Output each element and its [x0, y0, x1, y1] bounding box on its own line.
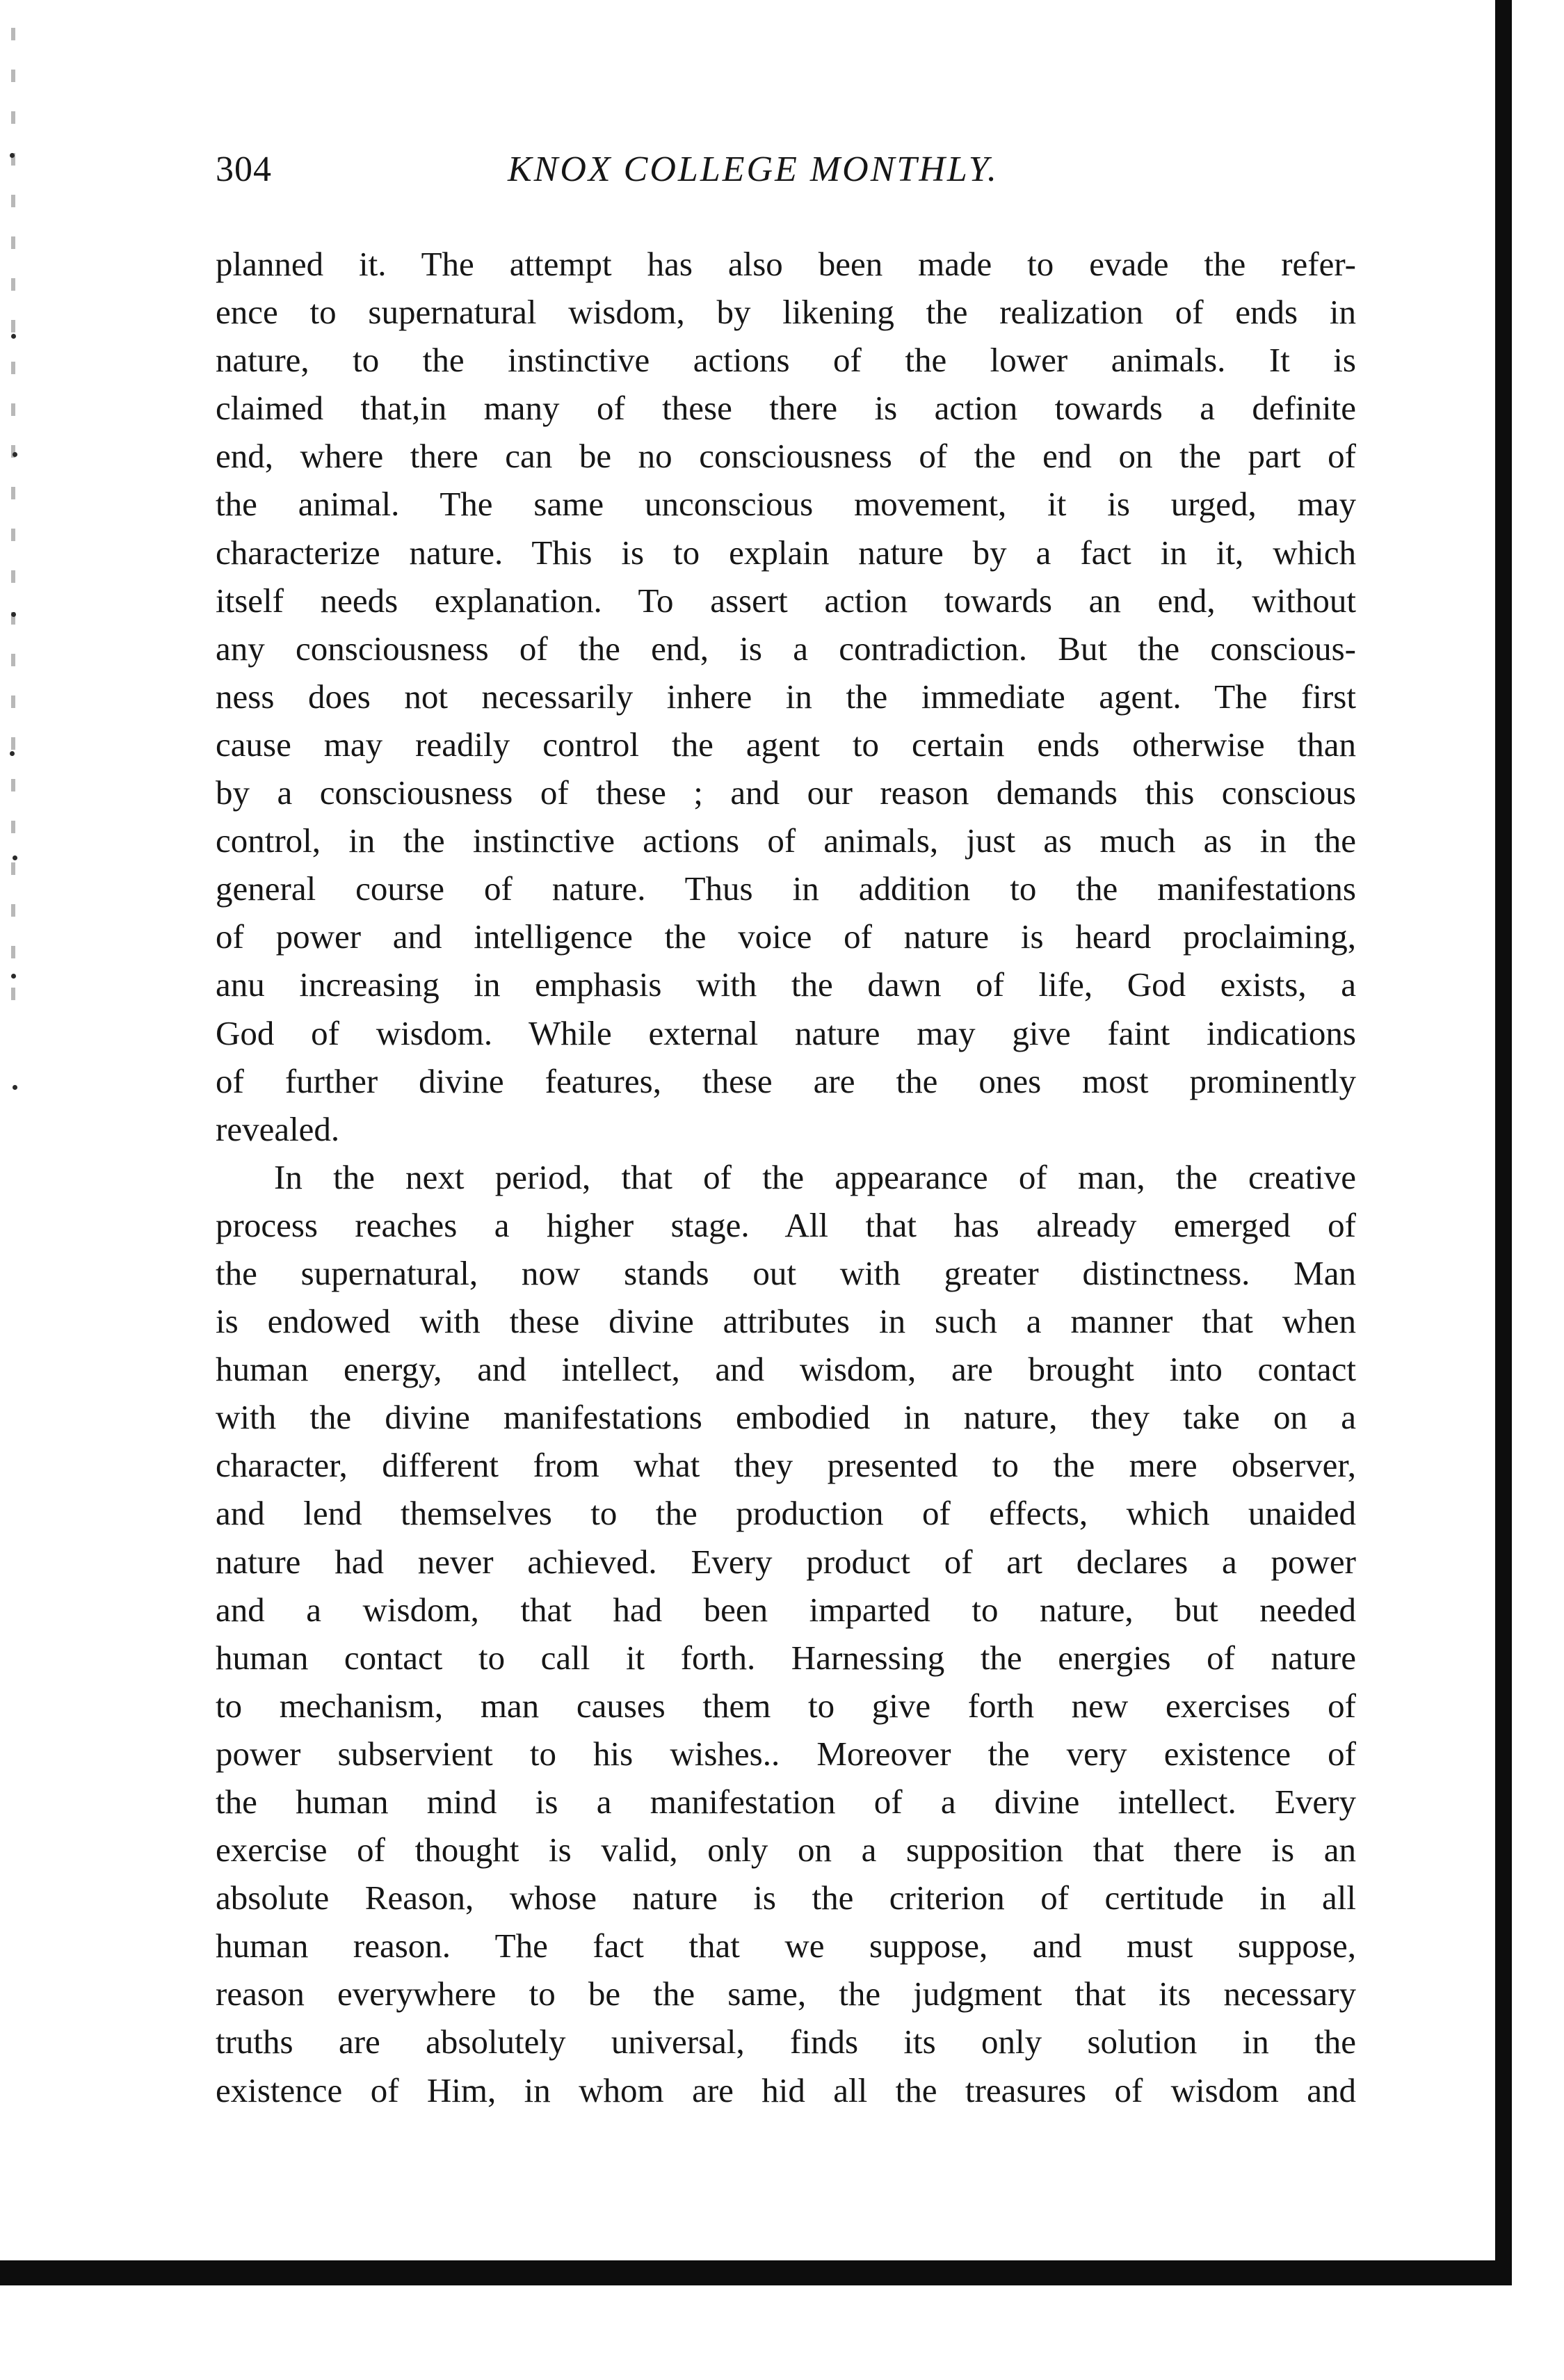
text-line: is endowed with these divine attributes in such a manner that when	[216, 1302, 1356, 1341]
text-line: general course of nature. Thus in addition to the manifestations	[216, 869, 1356, 908]
text-line: control, in the instinctive actions of animals, just as much as in the	[216, 821, 1356, 860]
text-line: end, where there can be no consciousness of the end on the part of	[216, 437, 1356, 476]
text-line: God of wisdom. While external nature may give faint indications	[216, 1013, 1356, 1052]
text-line: the supernatural, now stands out with greater distinctness. Man	[216, 1253, 1356, 1292]
text-line: human contact to call it forth. Harnessing the energies of nature	[216, 1638, 1356, 1677]
text-line: nature, to the instinctive actions of the lower animals. It is	[216, 341, 1356, 380]
scan-speck	[13, 1085, 17, 1090]
text-line: to mechanism, man causes them to give forth new exercises of	[216, 1686, 1356, 1725]
text-line: ence to supernatural wisdom, by likening the realization of ends in	[216, 293, 1356, 332]
text-line: the animal. The same unconscious movement, it is urged, may	[216, 485, 1356, 524]
text-line: the human mind is a manifestation of a divine intellect. Every	[216, 1783, 1356, 1821]
text-line: itself needs explanation. To assert action towards an end, without	[216, 581, 1356, 620]
text-line: of power and intelligence the voice of nature is heard proclaiming,	[216, 917, 1356, 956]
scan-speck	[10, 153, 15, 158]
text-line: and a wisdom, that had been imparted to nature, but needed	[216, 1590, 1356, 1629]
text-line: In the next period, that of the appearance of man, the creative	[274, 1157, 1356, 1196]
text-line: character, different from what they presented to the mere observer,	[216, 1446, 1356, 1485]
text-line: absolute Reason, whose nature is the criterion of certitude in all	[216, 1879, 1356, 1917]
text-line: human reason. The fact that we suppose, and must suppose,	[216, 1927, 1356, 1965]
page-number: 304	[216, 150, 272, 189]
scan-speck	[11, 974, 16, 979]
page-edge-bottom	[0, 2260, 1512, 2285]
text-line: power subservient to his wishes.. Moreover the very existence of	[216, 1734, 1356, 1773]
text-line: reason everywhere to be the same, the judgment that its necessary	[216, 1975, 1356, 2013]
text-line: claimed that,in many of these there is action towards a definite	[216, 389, 1356, 428]
text-line: ness does not necessarily inhere in the immediate agent. The first	[216, 677, 1356, 716]
running-header	[216, 149, 1335, 204]
text-line: anu increasing in emphasis with the dawn of life, God exists, a	[216, 965, 1356, 1004]
scan-specks	[7, 0, 21, 1252]
scan-speck	[13, 452, 17, 457]
text-line: characterize nature. This is to explain nature by a fact in it, which	[216, 533, 1356, 572]
scan-speck	[10, 751, 15, 756]
text-line: cause may readily control the agent to certain ends otherwise than	[216, 725, 1356, 764]
text-line: existence of Him, in whom are hid all the treasures of wisdom and	[216, 2071, 1356, 2109]
text-line: with the divine manifestations embodied in nature, they take on a	[216, 1398, 1356, 1437]
text-line: exercise of thought is valid, only on a supposition that there is an	[216, 1831, 1356, 1870]
text-line: any consciousness of the end, is a contradiction. But the conscious-	[216, 629, 1356, 668]
text-line: process reaches a higher stage. All that has already emerged of	[216, 1205, 1356, 1244]
scan-speck	[11, 334, 16, 339]
text-line: nature had never achieved. Every product of art declares a power	[216, 1542, 1356, 1581]
running-title: KNOX COLLEGE MONTHLY.	[508, 150, 999, 189]
text-line: human energy, and intellect, and wisdom, are brought into contact	[216, 1350, 1356, 1389]
text-line: of further divine features, these are the ones most prominently	[216, 1061, 1356, 1100]
text-line: revealed.	[216, 1109, 340, 1148]
scan-speck	[13, 855, 17, 860]
page-edge-right	[1495, 0, 1512, 2274]
text-line: planned it. The attempt has also been made to evade the refer-	[216, 245, 1356, 283]
text-line: by a consciousness of these ; and our reason demands this conscious	[216, 773, 1356, 812]
body-text	[216, 240, 1356, 2114]
text-line: and lend themselves to the production of effects, which unaided	[216, 1494, 1356, 1533]
text-line: truths are absolutely universal, finds its only solution in the	[216, 2023, 1356, 2061]
scan-speck	[11, 612, 16, 617]
